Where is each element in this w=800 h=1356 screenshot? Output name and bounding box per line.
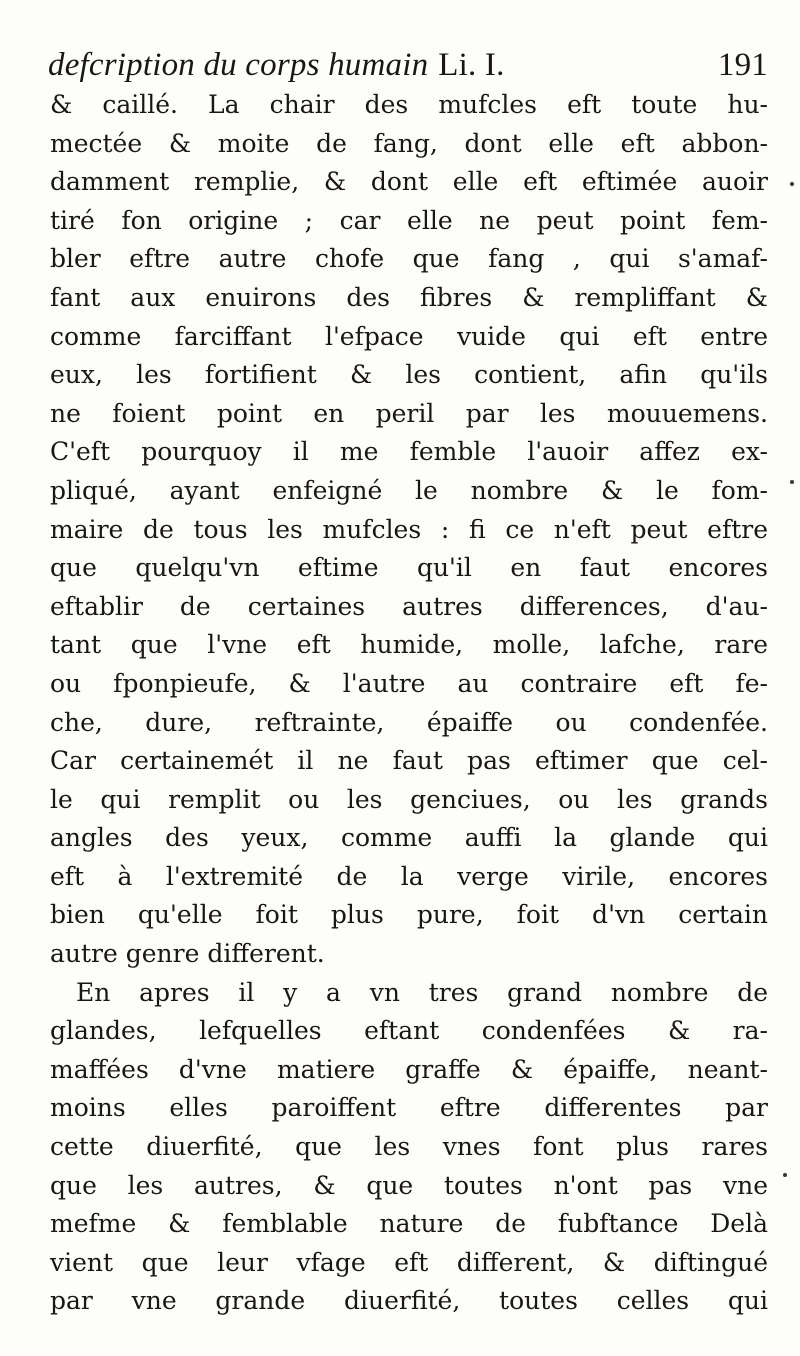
text-line: autre genre different. — [50, 939, 325, 969]
text-line: eux, les fortifient & les contient, afin qu'ils — [50, 360, 768, 390]
ink-speck — [783, 1173, 787, 1177]
text-line: mectée & moite de fang, dont elle eft abbon- — [50, 128, 768, 158]
text-line: eftablir de certaines autres differences, d'au- — [50, 591, 768, 621]
text-line: pliqué, ayant enfeigné le nombre & le fom- — [50, 475, 768, 505]
text-line: cette diuerfité, que les vnes font plus rares — [50, 1132, 768, 1162]
text-line: glandes, lefquelles eftant condenfées & ra- — [50, 1016, 768, 1046]
text-line: mefme & femblable nature de fubftance Delà — [50, 1209, 768, 1239]
text-line: par vne grande diuerfité, toutes celles qui — [50, 1286, 768, 1316]
text-line: que les autres, & que toutes n'ont pas vne — [50, 1170, 768, 1200]
text-line: & caillé. La chair des mufcles eft toute hu- — [50, 90, 768, 119]
text-line: maire de tous les mufcles : fi ce n'eft peut eftre — [50, 514, 768, 544]
text-line: comme farciffant l'efpace vuide qui eft entre — [50, 321, 768, 351]
text-line: fant aux enuirons des fibres & rempliffant & — [50, 282, 768, 312]
text-line: C'eft pourquoy il me femble l'auoir affez ex- — [50, 437, 768, 467]
ink-speck — [790, 480, 794, 484]
text-line: Car certainemét il ne faut pas eftimer que cel- — [50, 746, 768, 776]
text-line: tant que l'vne eft humide, molle, lafche, rare — [50, 630, 768, 660]
text-line: le qui remplit ou les genciues, ou les grands — [50, 784, 768, 814]
text-line: eft à l'extremité de la verge virile, encores — [50, 861, 768, 891]
text-line: damment remplie, & dont elle eft eftimée auoir — [50, 167, 768, 197]
text-line: maffées d'vne matiere graffe & épaiffe, neant- — [50, 1054, 768, 1084]
text-line: bien qu'elle foit plus pure, foit d'vn certain — [50, 900, 768, 930]
running-head — [48, 40, 768, 90]
text-line: tiré fon origine ; car elle ne peut point fem- — [50, 205, 768, 235]
text-line: que quelqu'vn eftime qu'il en faut encores — [50, 553, 768, 583]
text-line: bler eftre autre chofe que fang , qui s'amaf- — [50, 244, 768, 274]
text-line: En apres il y a vn tres grand nombre de — [76, 977, 768, 1007]
page-number: 191 — [717, 47, 768, 83]
running-head-title: defcription du corps humain — [48, 47, 429, 83]
text-line: moins elles paroiffent eftre differentes par — [50, 1093, 768, 1123]
text-line: angles des yeux, comme auffi la glande qui — [50, 823, 768, 853]
text-line: ou fponpieufe, & l'autre au contraire eft fe- — [50, 668, 768, 698]
text-line: che, dure, reftrainte, épaiffe ou condenfée. — [50, 707, 768, 737]
text-line: vient que leur vfage eft different, & diftingué — [50, 1247, 768, 1277]
text-line: ne foient point en peril par les mouuemens. — [50, 398, 768, 428]
ink-speck — [790, 182, 794, 186]
running-head-book: Li. I. — [438, 47, 505, 83]
body-text — [50, 86, 768, 1321]
